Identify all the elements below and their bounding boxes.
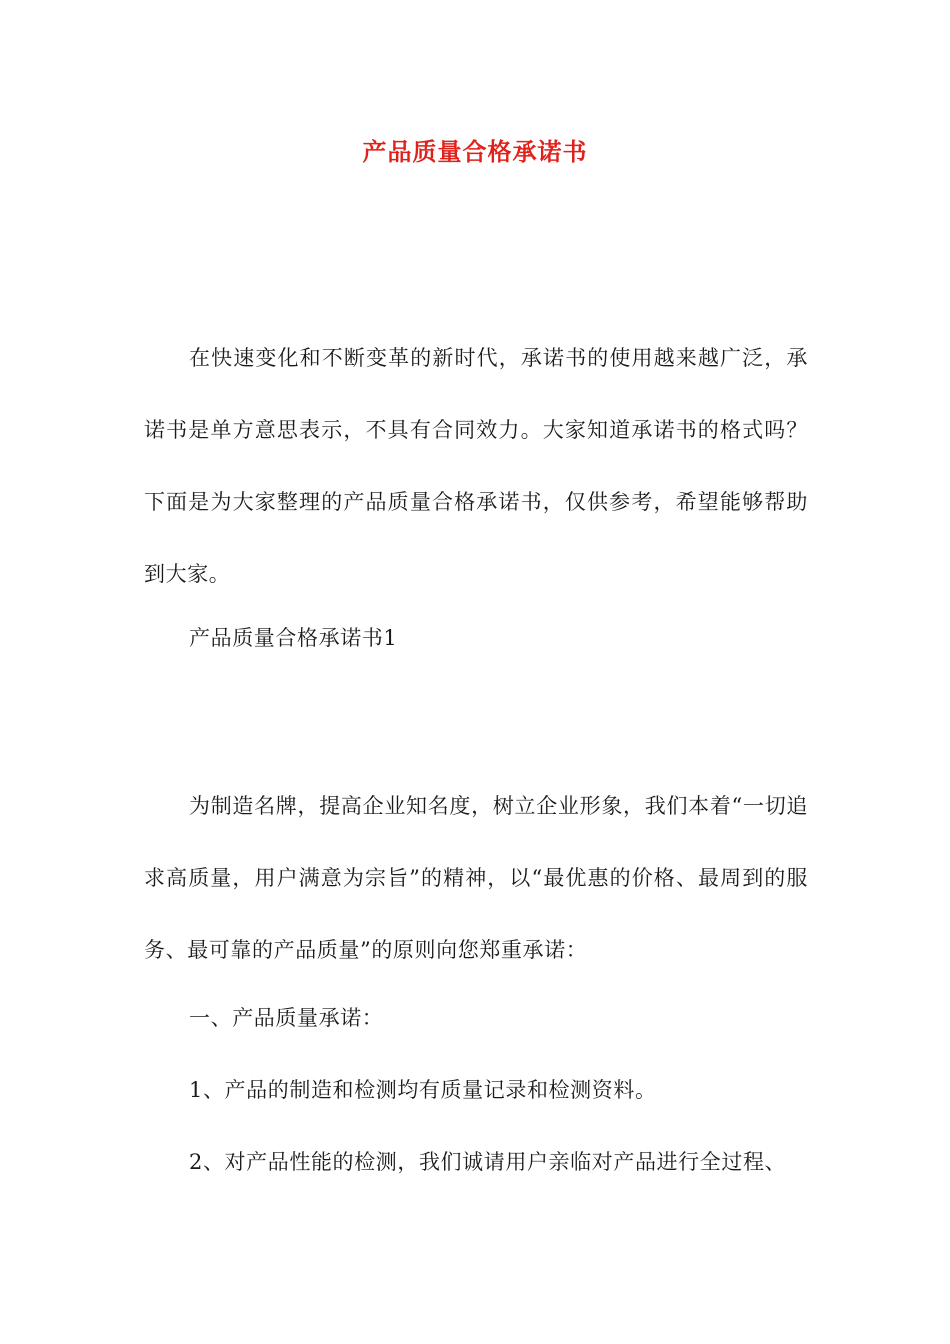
- document-title: 产品质量合格承诺书: [362, 137, 588, 166]
- list-item: 2、对产品性能的检测，我们诚请用户亲临对产品进行全过程、: [189, 1150, 787, 1174]
- intro-paragraph: 在快速变化和不断变革的新时代，承诺书的使用越来越广泛，承诺书是单方意思表示，不具有合同效力。大家知道承诺书的格式吗？下面是为大家整理的产品质量合格承诺书，仅供参考，希望能够帮助到大家。: [144, 346, 808, 586]
- item-heading: 一、产品质量承诺：: [189, 1006, 384, 1030]
- promise-paragraph: 为制造名牌，提高企业知名度，树立企业形象，我们本着“一切追求高质量，用户满意为宗旨”的精神，以“最优惠的价格、最周到的服务、最可靠的产品质量”的原则向您郑重承诺：: [144, 794, 808, 962]
- section-heading: 产品质量合格承诺书1: [189, 626, 398, 650]
- list-item: 1、产品的制造和检测均有质量记录和检测资料。: [189, 1078, 657, 1102]
